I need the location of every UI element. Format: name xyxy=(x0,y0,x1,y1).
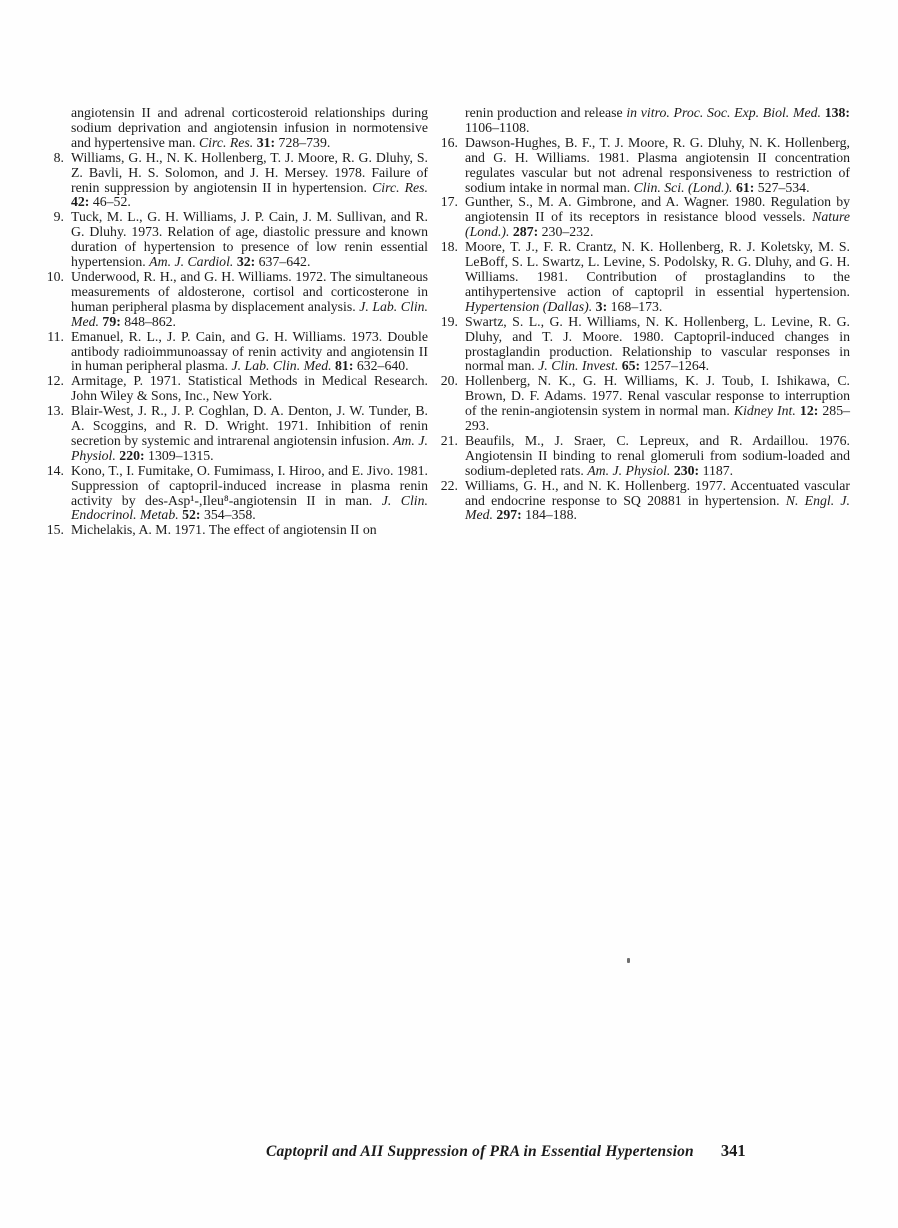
reference-number xyxy=(38,106,71,151)
reference-item xyxy=(432,136,850,196)
reference-text: Moore, T. J., F. R. Crantz, N. K. Hollenberg, R. J. Koletsky, M. S. LeBoff, S. L. Swartz, L. Levine, S. Podolsky, R. G. Dluhy, and G. H. Williams. 1981. Contribution of prostaglandins to the antihypertensive action of captopril in essential hypertension. Hypertension (Dallas). 3: 168–173. xyxy=(465,239,850,314)
reference-number: 20. xyxy=(440,373,458,389)
reference-item xyxy=(432,315,850,375)
reference-text: Kono, T., I. Fumitake, O. Fumimass, I. Hiroo, and E. Jivo. 1981. Suppression of captopril-induced increase in plasma renin activity by des-Asp¹-,Ileu⁸-angiotensin II in man. J. Clin. Endocrinol. Metab. 52: 354–358. xyxy=(71,462,428,523)
references-column-right xyxy=(432,106,850,538)
reference-text: Tuck, M. L., G. H. Williams, J. P. Cain, J. M. Sullivan, and R. G. Dluhy. 1973. Relation of age, diastolic pressure and known duration of hypertension to presence of low renin essential hypertension. Am. J. Cardiol. 32: 637–642. xyxy=(71,209,428,270)
reference-item xyxy=(38,404,428,464)
reference-text: Williams, G. H., and N. K. Hollenberg. 1977. Accentuated vascular and endocrine response to SQ 20881 in hypertension. N. Engl. J. Med. 297: 184–188. xyxy=(465,477,850,523)
reference-item xyxy=(432,240,850,315)
reference-number xyxy=(432,106,465,136)
reference-number: 18. xyxy=(440,239,458,255)
reference-text: Emanuel, R. L., J. P. Cain, and G. H. Williams. 1973. Double antibody radioimmunoassay of renin activity and angiotensin II in human peripheral plasma. J. Lab. Clin. Med. 81: 632–640. xyxy=(71,328,428,374)
reference-text: Williams, G. H., N. K. Hollenberg, T. J. Moore, R. G. Dluhy, S. Z. Bavli, H. S. Solomon, and J. H. Mersey. 1978. Failure of renin suppression by angiotensin II in hypertension. Circ. Res. 42: 46–52. xyxy=(71,149,428,210)
reference-item xyxy=(38,374,428,404)
references-column-left xyxy=(38,106,428,538)
reference-text: Blair-West, J. R., J. P. Coghlan, D. A. Denton, J. W. Tunder, B. A. Scoggins, and R. D. Wright. 1971. Inhibition of renin secretion by systemic and intrarenal angiotensin infusion. Am. J. Physiol. 220: 1309–1315. xyxy=(71,403,428,463)
reference-item xyxy=(432,434,850,479)
reference-item xyxy=(38,330,428,375)
reference-item xyxy=(432,195,850,240)
reference-number: 12. xyxy=(46,373,64,389)
reference-item xyxy=(432,106,850,136)
reference-number: 19. xyxy=(440,313,458,329)
reference-text: angiotensin II and adrenal corticosteroid relationships during sodium deprivation and angiotensin infusion in normotensive and hypertensive man. Circ. Res. 31: 728–739. xyxy=(71,105,428,150)
reference-item xyxy=(38,210,428,270)
reference-number: 16. xyxy=(440,134,458,150)
reference-number: 14. xyxy=(46,462,64,478)
reference-number: 13. xyxy=(46,403,64,419)
reference-number: 17. xyxy=(440,194,458,210)
reference-number: 11. xyxy=(47,328,64,344)
reference-item xyxy=(38,464,428,524)
reference-item xyxy=(38,270,428,330)
reference-text: Beaufils, M., J. Sraer, C. Lepreux, and R. Ardaillou. 1976. Angiotensin II binding to renal glomeruli from sodium-loaded and sodium-depleted rats. Am. J. Physiol. 230: 1187. xyxy=(465,432,850,478)
reference-text: Swartz, S. L., G. H. Williams, N. K. Hollenberg, L. Levine, R. G. Dluhy, and T. J. Moore. 1980. Captopril-induced changes in prostaglandin production. Relationship to vascular responses in normal man. J. Clin. Invest. 65: 1257–1264. xyxy=(465,313,850,374)
scan-speck xyxy=(627,958,630,963)
reference-number: 9. xyxy=(53,209,64,225)
reference-text: Michelakis, A. M. 1971. The effect of angiotensin II on xyxy=(71,522,377,538)
reference-number: 15. xyxy=(46,522,64,538)
references-section xyxy=(38,106,850,538)
reference-number: 8. xyxy=(53,149,64,165)
reference-text: Hollenberg, N. K., G. H. Williams, K. J. Toub, I. Ishikawa, C. Brown, D. F. Adams. 1977. Renal vascular response to interruption of the renin-angiotensin system in normal man. Kidney Int. 12: 285–293. xyxy=(465,373,850,434)
reference-number: 10. xyxy=(46,268,64,284)
page-footer xyxy=(266,1141,746,1161)
reference-text: Underwood, R. H., and G. H. Williams. 1972. The simultaneous measurements of aldosterone, cortisol and corticosterone in human peripheral plasma by displacement analysis. J. Lab. Clin. Med. 79: 848–862. xyxy=(71,268,429,329)
reference-item xyxy=(38,523,428,538)
reference-item xyxy=(432,479,850,524)
reference-item xyxy=(38,106,428,151)
reference-item xyxy=(38,151,428,211)
reference-number: 22. xyxy=(440,477,458,493)
reference-item xyxy=(432,374,850,434)
reference-text: Dawson-Hughes, B. F., T. J. Moore, R. G. Dluhy, N. K. Hollenberg, and G. H. Williams. 1981. Plasma angiotensin II concentration regulates vascular but not adrenal responsiveness to restriction of sodium intake in normal man. Clin. Sci. (Lond.). 61: 527–534. xyxy=(465,134,850,195)
reference-text: Gunther, S., M. A. Gimbrone, and A. Wagner. 1980. Regulation by angiotensin II of its receptors in resistance blood vessels. Nature (Lond.). 287: 230–232. xyxy=(465,194,850,240)
running-title: Captopril and AII Suppression of PRA in Essential Hypertension xyxy=(266,1143,694,1160)
reference-text: renin production and release in vitro. Proc. Soc. Exp. Biol. Med. 138: 1106–1108. xyxy=(465,105,850,135)
page-number: 341 xyxy=(720,1141,746,1160)
reference-number: 21. xyxy=(440,432,458,448)
reference-text: Armitage, P. 1971. Statistical Methods in Medical Research. John Wiley & Sons, Inc., New York. xyxy=(71,373,428,404)
